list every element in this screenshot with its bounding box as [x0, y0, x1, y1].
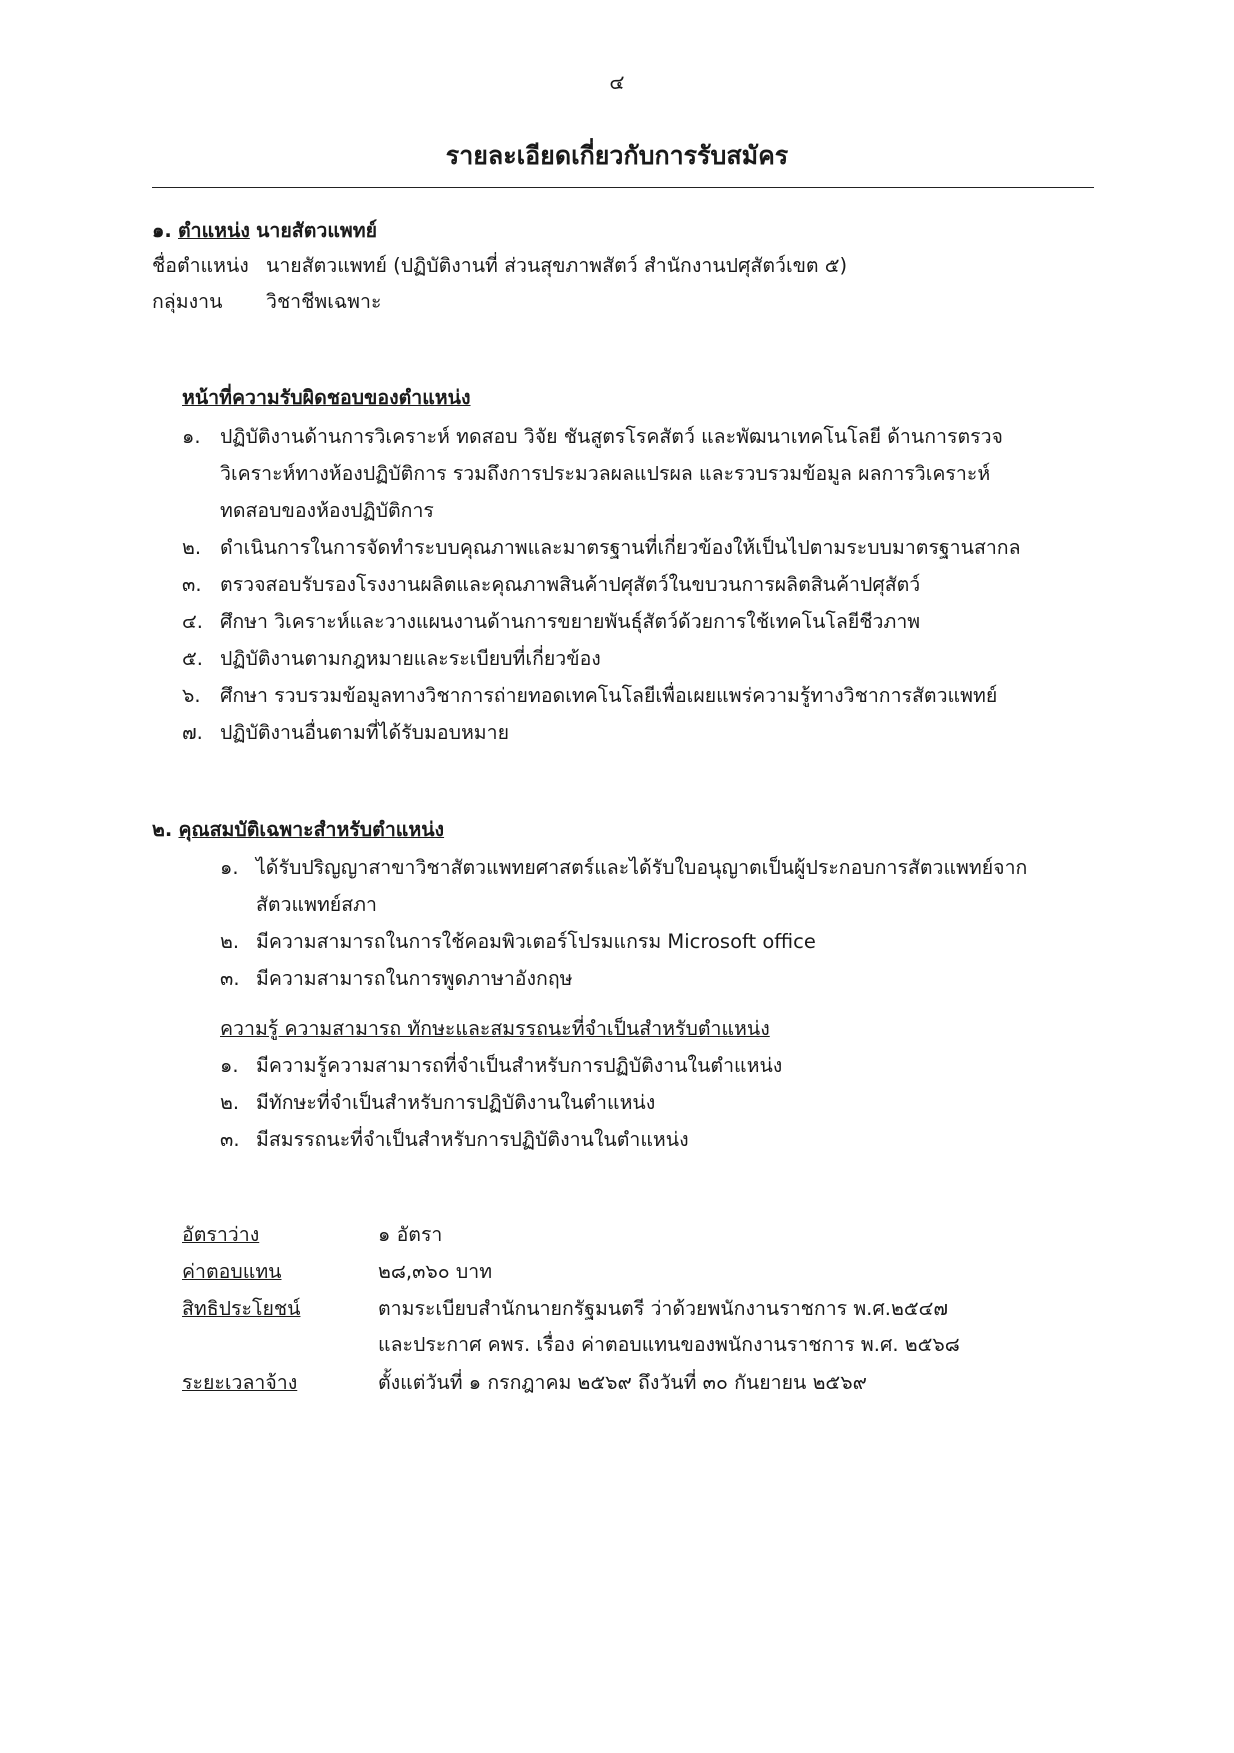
- competency-3-number: ๓.: [220, 1128, 240, 1151]
- page-title: รายละเอียดเกี่ยวกับการรับสมัคร: [445, 141, 789, 170]
- group-value: วิชาชีพเฉพาะ: [266, 290, 382, 313]
- qualification-1-line1: ได้รับปริญญาสาขาวิชาสัตวแพทยศาสตร์และได้รับใบอนุญาตเป็นผู้ประกอบการสัตวแพทย์จาก: [256, 856, 1028, 879]
- vacancy-label: อัตราว่าง: [182, 1223, 260, 1246]
- duty-3-number: ๓.: [182, 573, 202, 596]
- section1-value: นายสัตวแพทย์: [256, 219, 378, 242]
- salary-value: ๒๘,๓๖๐ บาท: [378, 1260, 493, 1283]
- duty-2-text: ดำเนินการในการจัดทำระบบคุณภาพและมาตรฐานที่เกี่ยวข้องให้เป็นไปตามระบบมาตรฐานสากล: [220, 536, 1021, 559]
- qualification-3-text: มีความสามารถในการพูดภาษาอังกฤษ: [256, 967, 573, 990]
- competency-heading: ความรู้ ความสามารถ ทักษะและสมรรถนะที่จำเป็นสำหรับตำแหน่ง: [220, 1017, 770, 1040]
- qualification-2-number: ๒.: [220, 930, 240, 953]
- section1-heading: [152, 216, 377, 246]
- duty-7-text: ปฏิบัติงานอื่นตามที่ได้รับมอบหมาย: [220, 721, 510, 744]
- qualification-2-text: มีความสามารถในการใช้คอมพิวเตอร์โปรมแกรม Microsoft office: [256, 930, 816, 953]
- vacancy-value: ๑ อัตรา: [378, 1223, 443, 1246]
- duty-6-number: ๖.: [182, 684, 201, 707]
- duty-1-line3: ทดสอบของห้องปฏิบัติการ: [220, 499, 434, 522]
- section2-number: ๒.: [152, 818, 173, 841]
- competency-1-text: มีความรู้ความสามารถที่จำเป็นสำหรับการปฏิบัติงานในตำแหน่ง: [256, 1054, 783, 1077]
- position-name-row: [152, 251, 249, 281]
- position-name-label: ชื่อตำแหน่ง: [152, 254, 249, 277]
- duty-7-number: ๗.: [182, 721, 203, 744]
- benefits-line1: ตามระเบียบสำนักนายกรัฐมนตรี ว่าด้วยพนักงานราชการ พ.ศ.๒๕๔๗: [378, 1297, 948, 1320]
- section2-heading: [152, 815, 444, 845]
- benefits-line2: และประกาศ คพร. เรื่อง ค่าตอบแทนของพนักงานราชการ พ.ศ. ๒๕๖๘: [378, 1333, 960, 1356]
- period-label: ระยะเวลาจ้าง: [182, 1371, 298, 1394]
- duty-5-number: ๕.: [182, 647, 203, 670]
- qualification-1-number: ๑.: [220, 856, 239, 879]
- duty-4-number: ๔.: [182, 610, 203, 633]
- position-name-value: นายสัตวแพทย์ (ปฏิบัติงานที่ ส่วนสุขภาพสัตว์ สำนักงานปศุสัตว์เขต ๕): [266, 254, 848, 277]
- duty-6-text: ศึกษา รวบรวมข้อมูลทางวิชาการถ่ายทอดเทคโนโลยีเพื่อเผยแพร่ความรู้ทางวิชาการสัตวแพทย์: [220, 684, 998, 707]
- competency-2-text: มีทักษะที่จำเป็นสำหรับการปฏิบัติงานในตำแหน่ง: [256, 1091, 656, 1114]
- duties-heading: หน้าที่ความรับผิดชอบของตำแหน่ง: [182, 386, 471, 409]
- section2-heading-text: คุณสมบัติเฉพาะสำหรับตำแหน่ง: [178, 818, 445, 841]
- period-value: ตั้งแต่วันที่ ๑ กรกฎาคม ๒๕๖๙ ถึงวันที่ ๓๐ กันยายน ๒๕๖๙: [378, 1371, 867, 1394]
- competency-1-number: ๑.: [220, 1054, 239, 1077]
- competency-2-number: ๒.: [220, 1091, 240, 1114]
- duty-1-line1: ปฏิบัติงานด้านการวิเคราะห์ ทดสอบ วิจัย ชันสูตรโรคสัตว์ และพัฒนาเทคโนโลยี ด้านการตรวจ: [220, 425, 1003, 448]
- duty-1-line2: วิเคราะห์ทางห้องปฏิบัติการ รวมถึงการประมวลผลแปรผล และรวบรวมข้อมูล ผลการวิเคราะห์: [220, 462, 991, 485]
- section1-number: ๑.: [152, 219, 172, 242]
- salary-label: ค่าตอบแทน: [182, 1260, 282, 1283]
- duty-4-text: ศึกษา วิเคราะห์และวางแผนงานด้านการขยายพันธุ์สัตว์ด้วยการใช้เทคโนโลยีชีวภาพ: [220, 610, 921, 633]
- benefits-label: สิทธิประโยชน์: [182, 1297, 301, 1320]
- qualification-3-number: ๓.: [220, 967, 240, 990]
- page-number: ๔: [609, 70, 625, 94]
- competency-3-text: มีสมรรถนะที่จำเป็นสำหรับการปฏิบัติงานในตำแหน่ง: [256, 1128, 689, 1151]
- duty-2-number: ๒.: [182, 536, 202, 559]
- title-divider: [152, 187, 1094, 188]
- duty-3-text: ตรวจสอบรับรองโรงงานผลิตและคุณภาพสินค้าปศุสัตว์ในขบวนการผลิตสินค้าปศุสัตว์: [220, 573, 921, 596]
- duty-1-number: ๑.: [182, 425, 201, 448]
- qualification-1-line2: สัตวแพทย์สภา: [256, 893, 377, 916]
- duty-5-text: ปฏิบัติงานตามกฎหมายและระเบียบที่เกี่ยวข้อง: [220, 647, 601, 670]
- group-label: กลุ่มงาน: [152, 290, 223, 313]
- section1-label: ตำแหน่ง: [178, 219, 250, 242]
